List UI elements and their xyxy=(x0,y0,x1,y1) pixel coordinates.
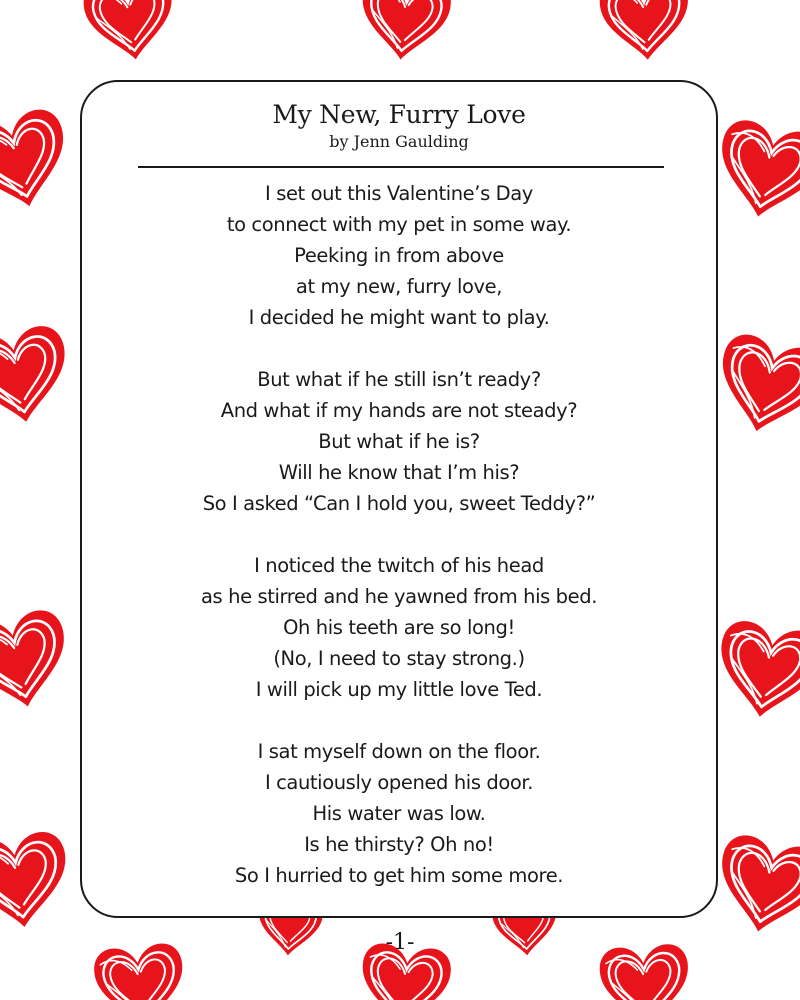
heart-icon xyxy=(0,323,76,431)
stanza xyxy=(82,550,716,705)
stanza xyxy=(82,736,716,891)
poem-line: Oh his teeth are so long! xyxy=(283,616,515,639)
poem-title: My New, Furry Love xyxy=(272,100,526,129)
poem-line: And what if my hands are not steady? xyxy=(220,399,578,422)
heart-icon xyxy=(81,0,180,66)
title-divider xyxy=(138,166,664,168)
heart-icon xyxy=(598,0,692,63)
heart-icon xyxy=(0,829,74,934)
poem-card xyxy=(80,80,718,918)
poem-line: I will pick up my little love Ted. xyxy=(255,678,543,701)
poem-line: His water was low. xyxy=(312,802,486,825)
poem-line: I cautiously opened his door. xyxy=(264,771,534,794)
poem-line: I noticed the twitch of his head xyxy=(254,554,544,577)
poem-line: Peeking in from above xyxy=(294,244,504,267)
poem-line: I sat myself down on the floor. xyxy=(257,740,541,763)
poem-line: Is he thirsty? Oh no! xyxy=(304,833,494,856)
poem-author: by Jenn Gaulding xyxy=(329,132,469,151)
poem-line: as he stirred and he yawned from his bed. xyxy=(201,585,597,608)
heart-icon xyxy=(708,330,800,443)
poem-line: at my new, furry love, xyxy=(295,275,503,298)
stanza xyxy=(82,178,716,333)
heart-icon xyxy=(357,0,453,64)
poem-line: But what if he is? xyxy=(318,430,480,453)
poem-line: I decided he might want to play. xyxy=(248,306,550,329)
poem-line: I set out this Valentine’s Day xyxy=(265,182,533,205)
heart-icon xyxy=(709,116,800,227)
page-number: -1- xyxy=(385,930,415,955)
poem-body xyxy=(82,178,716,922)
heart-icon xyxy=(0,105,78,218)
poem-line: But what if he still isn’t ready? xyxy=(257,368,541,391)
heart-icon xyxy=(709,831,800,942)
poem-line: So I hurried to get him some more. xyxy=(234,864,564,887)
heart-icon xyxy=(0,606,77,717)
poem-line: So I asked “Can I hold you, sweet Teddy?” xyxy=(202,492,596,515)
poem-line: to connect with my pet in some way. xyxy=(226,213,572,236)
poem-line: (No, I need to stay strong.) xyxy=(273,647,525,670)
heart-icon xyxy=(710,618,800,726)
stanza xyxy=(82,364,716,519)
poem-line: Will he know that I’m his? xyxy=(278,461,520,484)
